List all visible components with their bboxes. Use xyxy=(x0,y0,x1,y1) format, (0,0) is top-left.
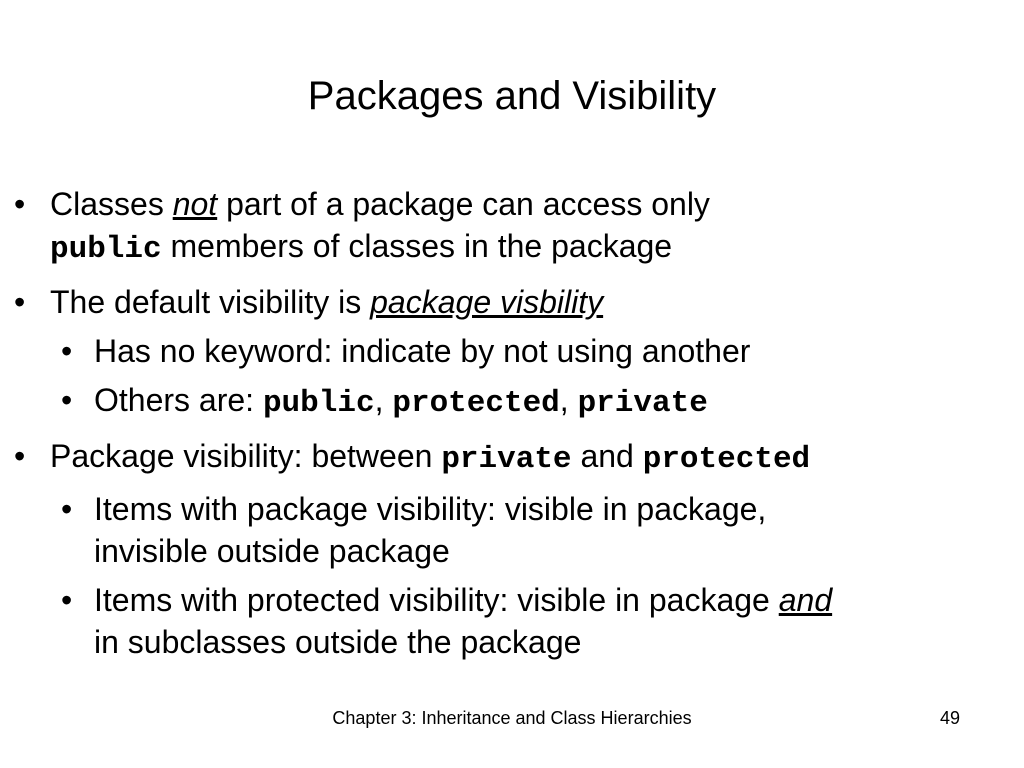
bullet-line xyxy=(94,579,1024,621)
bullet-package-visibility-between xyxy=(0,435,1024,481)
bullet-mark: • xyxy=(61,382,73,418)
footer-chapter-title: Chapter 3: Inheritance and Class Hierarchies xyxy=(332,708,692,728)
bullet-line: in subclasses outside the package xyxy=(94,624,582,660)
emphasis-not: not xyxy=(172,186,218,222)
subbullet-package-items xyxy=(0,488,1024,572)
subbullet-no-keyword xyxy=(0,330,1024,372)
bullet-mark: • xyxy=(14,284,26,320)
subbullet-others-are xyxy=(0,379,1024,425)
bullet-mark: • xyxy=(14,438,26,474)
bullet-text: and xyxy=(571,438,643,474)
bullet-default-visibility xyxy=(0,281,1024,323)
subbullet-protected-items xyxy=(0,579,1024,663)
separator: , xyxy=(559,382,569,418)
code-public: public xyxy=(262,386,375,421)
bullet-line: invisible outside package xyxy=(94,533,450,569)
bullet-classes-not-in-package xyxy=(0,183,1024,271)
code-protected: protected xyxy=(642,442,811,477)
bullet-line xyxy=(50,225,1024,271)
bullet-text: Others are: xyxy=(94,382,263,418)
bullet-text: Package visibility: between xyxy=(50,438,442,474)
bullet-mark: • xyxy=(14,186,26,222)
bullet-text: Has no keyword: indicate by not using another xyxy=(94,333,751,369)
bullet-text: part of a package can access only xyxy=(217,186,710,222)
bullet-mark: • xyxy=(61,491,73,527)
bullet-text: Items with protected visibility: visible in package xyxy=(94,582,779,618)
slide-title: Packages and Visibility xyxy=(307,74,717,118)
bullet-text: Classes xyxy=(50,186,173,222)
code-private: private xyxy=(577,386,708,421)
code-protected: protected xyxy=(392,386,560,421)
code-public: public xyxy=(50,232,162,267)
footer-page-number: 49 xyxy=(940,708,961,728)
bullet-mark: • xyxy=(61,582,73,618)
bullet-mark: • xyxy=(61,333,73,369)
bullet-text: members of classes in the package xyxy=(161,228,673,264)
bullet-line: Items with package visibility: visible in package, xyxy=(94,491,767,527)
emphasis-package-visibility: package visbility xyxy=(370,284,604,320)
slide-body xyxy=(0,183,1024,663)
bullet-line xyxy=(50,183,1024,225)
bullet-text: The default visibility is xyxy=(50,284,371,320)
separator: , xyxy=(374,382,384,418)
code-private: private xyxy=(441,442,572,477)
emphasis-and: and xyxy=(778,582,833,618)
